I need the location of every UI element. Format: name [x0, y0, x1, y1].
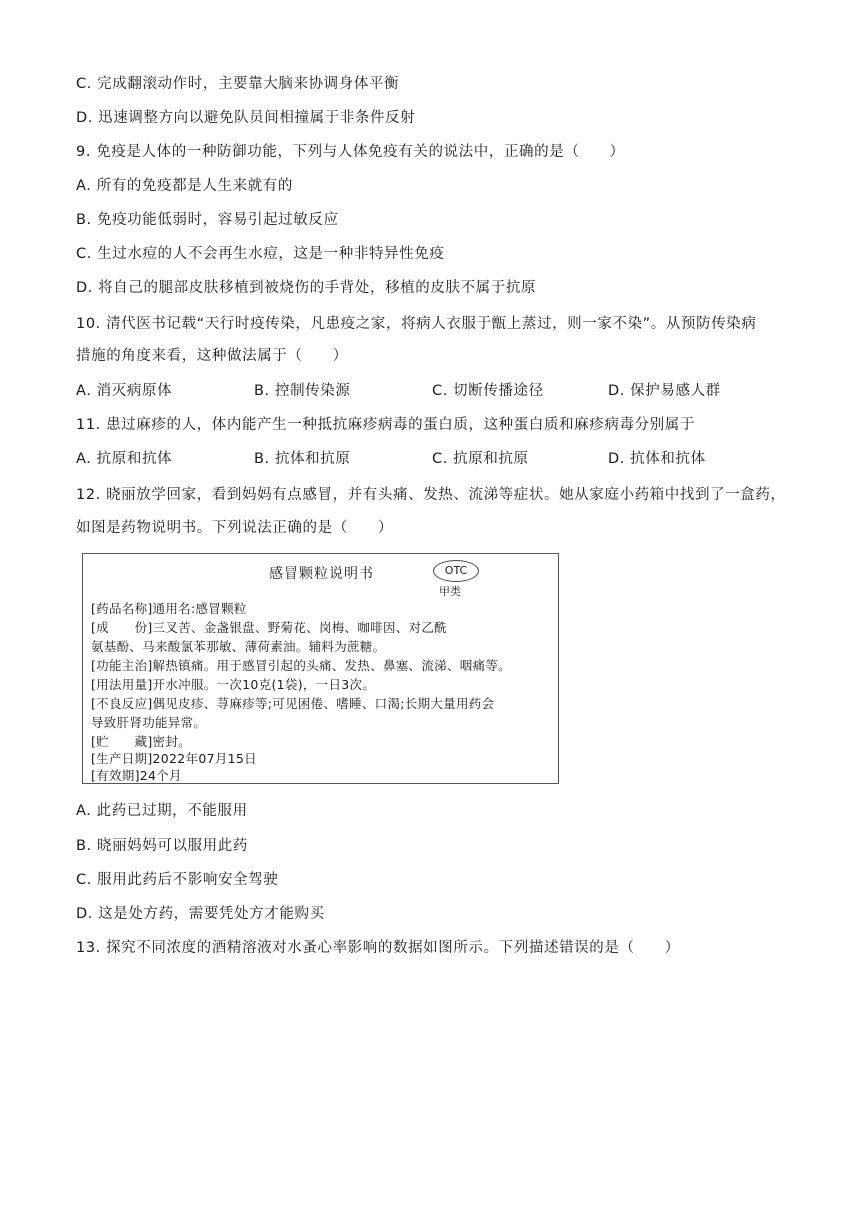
q8-option-d: D. 迅速调整方向以避免队员间相撞属于非条件反射 — [76, 110, 416, 126]
leaflet-line: [功能主治]解热镇痛。用于感冒引起的头痛、发热、鼻塞、流涕、咽痛等。 — [91, 658, 511, 673]
q10-option-c: C. 切断传播途径 — [432, 383, 544, 399]
question-10-line-2: 措施的角度来看，这种做法属于（ ） — [76, 348, 348, 364]
leaflet-line: [不良反应]偶见皮疹、荨麻疹等;可见困倦、嗜睡、口渴;长期大量用药会 — [91, 696, 495, 711]
q11-option-d: D. 抗体和抗体 — [608, 451, 706, 467]
question-12-line-2: 如图是药物说明书。下列说法正确的是（ ） — [76, 520, 394, 536]
leaflet-line: [生产日期]2022年07月15日 — [91, 751, 257, 766]
leaflet-line: [成 份]三叉苦、金盏银盘、野菊花、岗梅、咖啡因、对乙酰 — [91, 620, 447, 635]
leaflet-line: 氨基酚、马来酸氯苯那敏、薄荷素油。辅料为蔗糖。 — [91, 639, 386, 654]
question-9: 9. 免疫是人体的一种防御功能，下列与人体免疫有关的说法中，正确的是（ ） — [76, 144, 625, 160]
q9-option-a: A. 所有的免疫都是人生来就有的 — [76, 178, 293, 194]
medicine-leaflet — [82, 553, 559, 784]
leaflet-title: 感冒颗粒说明书 — [269, 566, 374, 582]
leaflet-line: 导致肝肾功能异常。 — [91, 715, 207, 730]
question-11: 11. 患过麻疹的人，体内能产生一种抵抗麻疹病毒的蛋白质，这种蛋白质和麻疹病毒分别属于 — [76, 417, 695, 433]
q10-option-d: D. 保护易感人群 — [608, 383, 721, 399]
q10-option-a: A. 消灭病原体 — [76, 383, 173, 399]
q12-option-a: A. 此药已过期，不能服用 — [76, 803, 248, 819]
q10-option-b: B. 控制传染源 — [254, 383, 351, 399]
q8-option-c: C. 完成翻滚动作时，主要靠大脑来协调身体平衡 — [76, 76, 400, 92]
leaflet-line: [贮 藏]密封。 — [91, 734, 191, 749]
q9-option-c: C. 生过水痘的人不会再生水痘，这是一种非特异性免疫 — [76, 246, 445, 262]
q11-option-b: B. 抗体和抗原 — [254, 451, 351, 467]
q12-option-d: D. 这是处方药，需要凭处方才能购买 — [76, 906, 325, 922]
q9-option-d: D. 将自己的腿部皮肤移植到被烧伤的手背处，移植的皮肤不属于抗原 — [76, 280, 537, 296]
question-13: 13. 探究不同浓度的酒精溶液对水蚤心率影响的数据如图所示。下列描述错误的是（ ） — [76, 940, 680, 956]
leaflet-line: [药品名称]通用名:感冒颗粒 — [91, 601, 247, 616]
leaflet-line: [用法用量]开水冲服。一次10克(1袋)，一日3次。 — [91, 677, 376, 692]
q9-option-b: B. 免疫功能低弱时，容易引起过敏反应 — [76, 212, 339, 228]
otc-category: 甲类 — [439, 585, 461, 598]
question-10-line-1: 10. 清代医书记载“天行时疫传染，凡患疫之家，将病人衣服于甑上蒸过，则一家不染”。从预防传染病 — [76, 316, 757, 332]
question-12-line-1: 12. 晓丽放学回家，看到妈妈有点感冒，并有头痛、发热、流涕等症状。她从家庭小药箱中找到了一盒药， — [76, 487, 786, 503]
leaflet-line: [有效期]24个月 — [91, 768, 182, 783]
q11-option-c: C. 抗原和抗原 — [432, 451, 529, 467]
q11-option-a: A. 抗原和抗体 — [76, 451, 173, 467]
q12-option-c: C. 服用此药后不影响安全驾驶 — [76, 872, 279, 888]
otc-badge: OTC — [433, 560, 479, 582]
q12-option-b: B. 晓丽妈妈可以服用此药 — [76, 838, 248, 854]
